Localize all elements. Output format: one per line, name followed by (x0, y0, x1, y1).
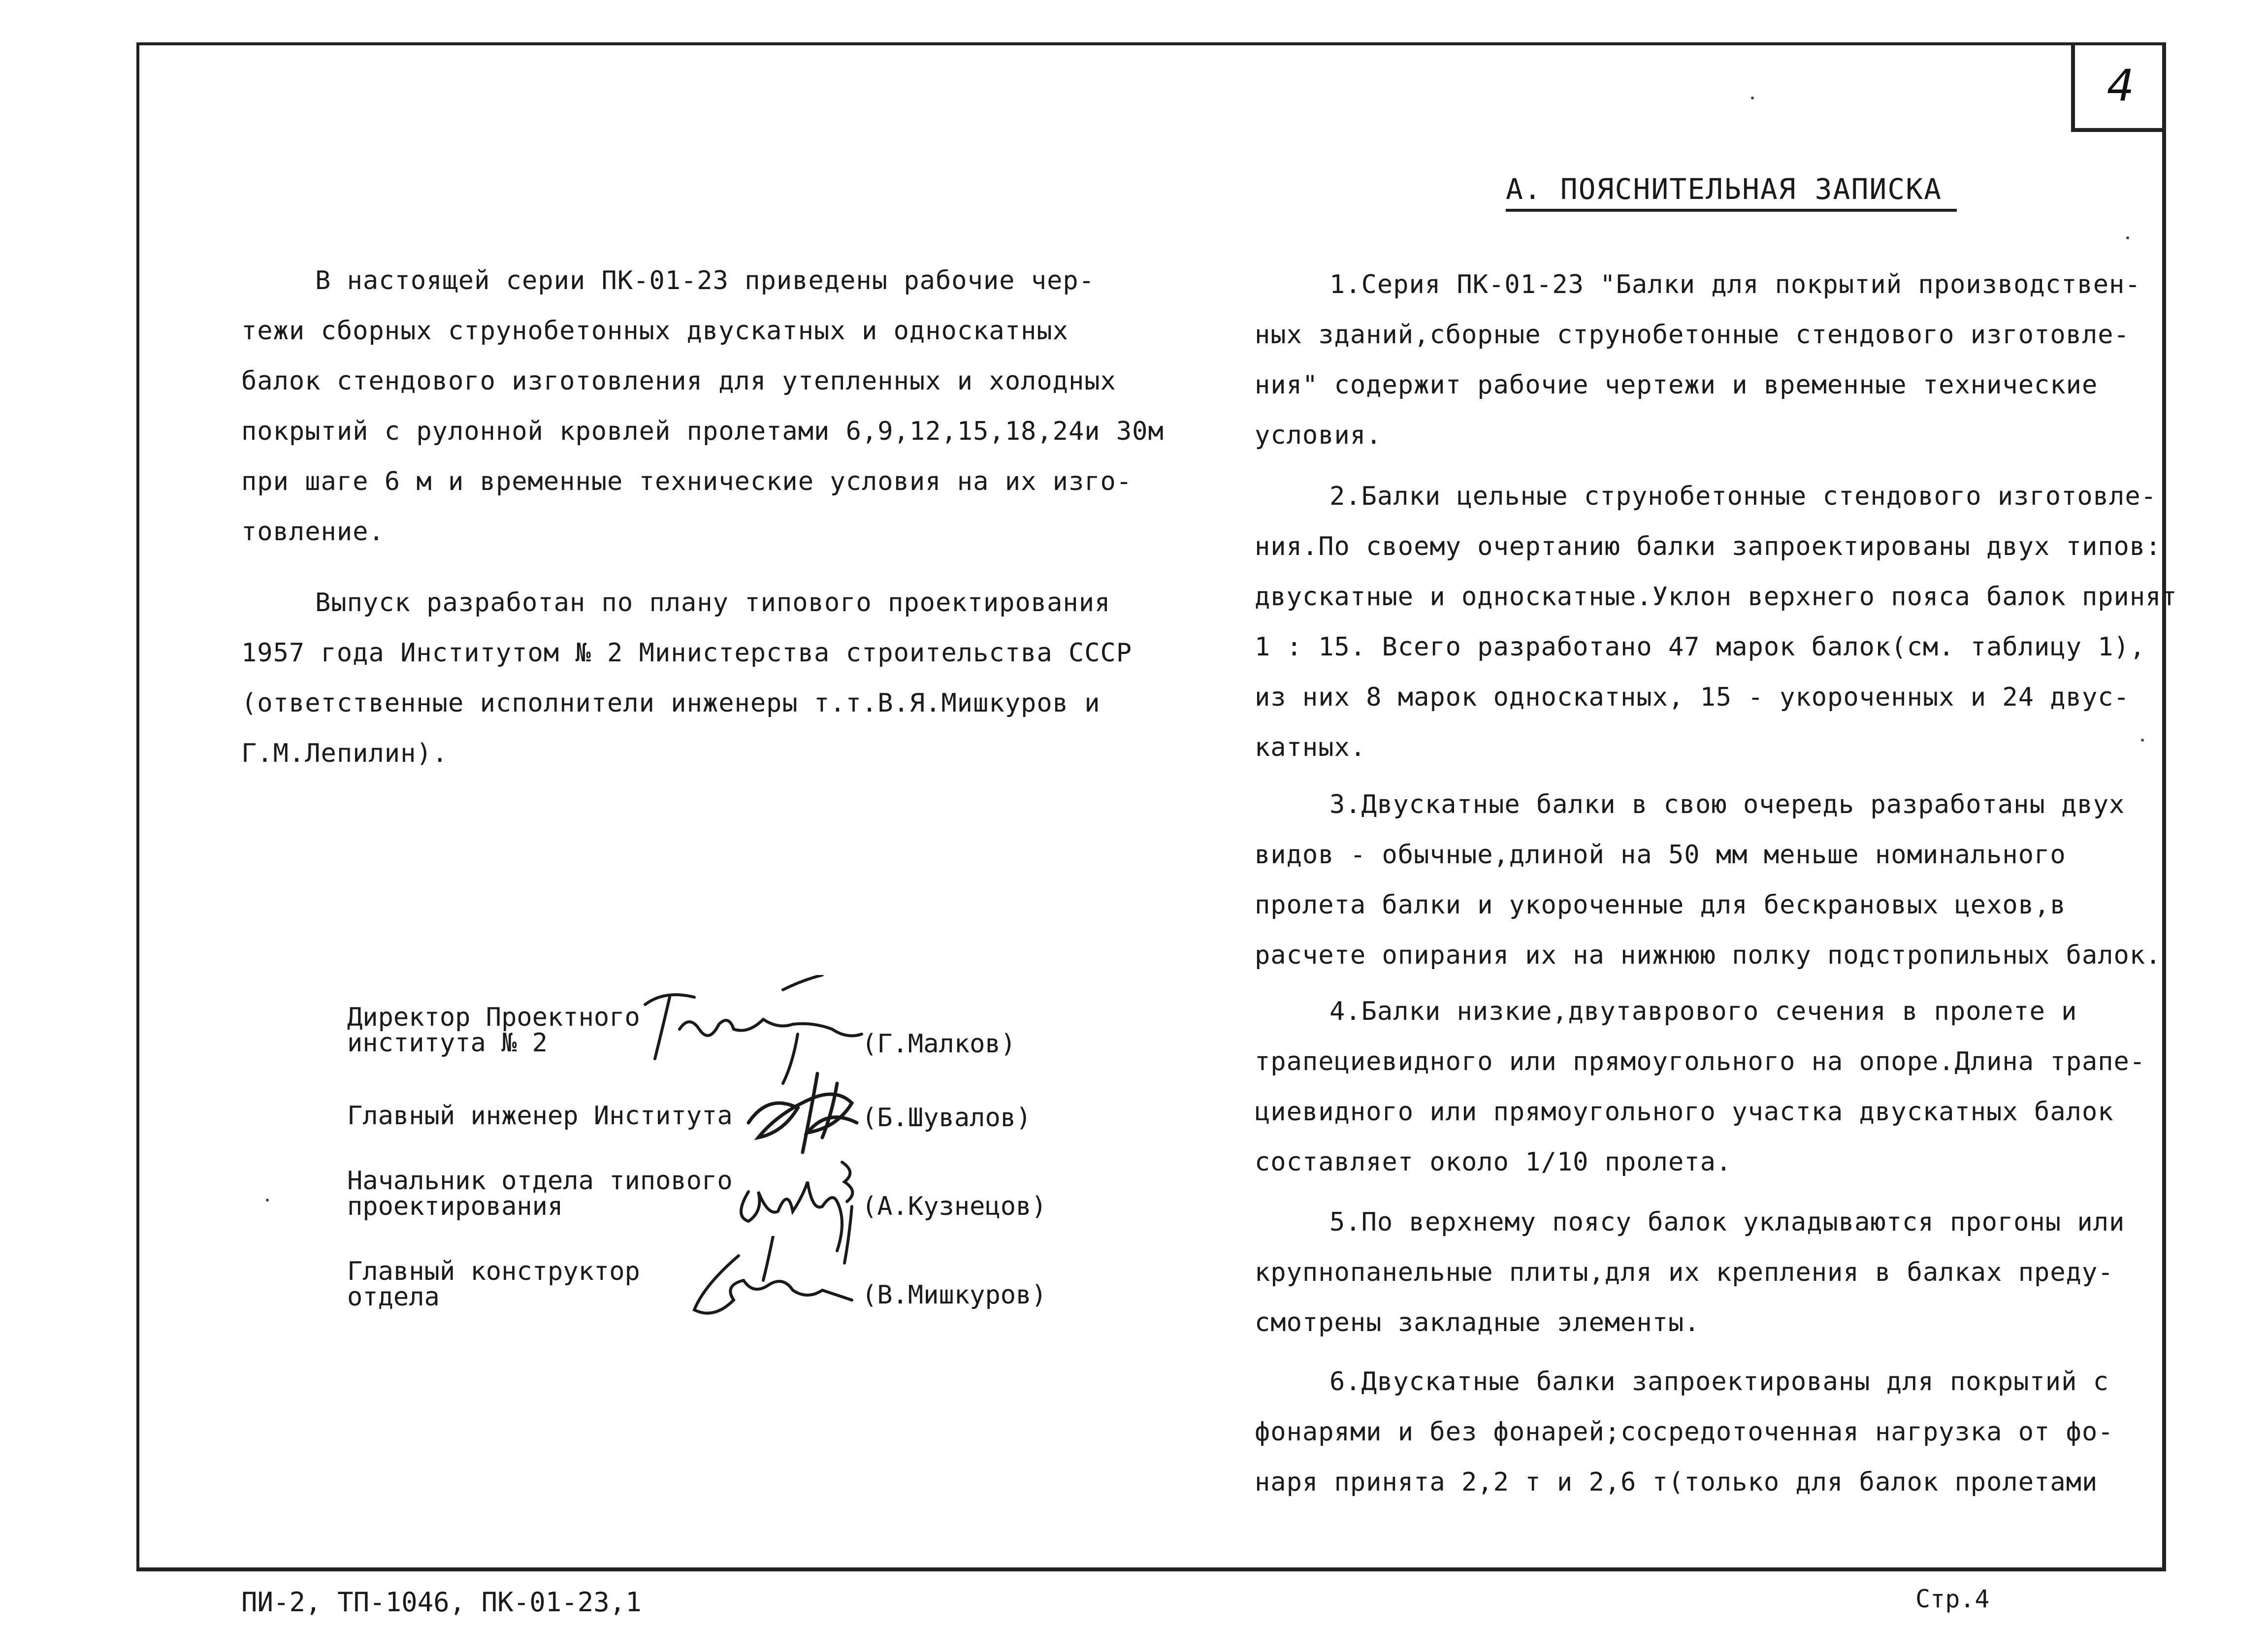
text-line: расчете опирания их на нижнюю полку подстропильных балок. (1255, 941, 2162, 970)
text-line: двускатные и односкатные.Уклон верхнего пояса балок принят (1255, 582, 2177, 612)
text-line: 1.Серия ПК-01-23 "Балки для покрытий производствен- (1329, 270, 2141, 299)
signatory-title: проектирования (347, 1192, 563, 1221)
text-line: В настоящей серии ПК-01-23 приведены рабочие чер- (315, 266, 1095, 295)
text-line: наря принята 2,2 т и 2,6 т(только для балок пролетами (1255, 1467, 2098, 1497)
text-line: Г.М.Лепилин). (241, 739, 448, 768)
signatory-name: (В.Мишкуров) (862, 1280, 1047, 1310)
text-line: из них 8 марок односкатных, 15 - укороченных и 24 двус- (1255, 683, 2130, 712)
text-line: покрытий с рулонной кровлей пролетами 6,9,12,15,18,24и 30м (241, 417, 1164, 446)
text-line: 5.По верхнему поясу балок укладываются прогоны или (1329, 1207, 2125, 1237)
text-line: 6.Двускатные балки запроектированы для покрытий с (1329, 1367, 2109, 1397)
text-line: фонарями и без фонарей;сосредоточенная нагрузка от фо- (1255, 1417, 2114, 1447)
text-line: ния" содержит рабочие чертежи и временные технические (1255, 370, 2098, 400)
text-line: 1 : 15. Всего разработано 47 марок балок(см. таблицу 1), (1255, 632, 2146, 662)
text-line: катных. (1255, 733, 1366, 762)
signatory-title: отдела (347, 1282, 440, 1312)
text-line: Выпуск разработан по плану типового проектирования (315, 588, 1111, 618)
text-line: 4.Балки низкие,двутаврового сечения в пролете и (1329, 997, 2077, 1026)
text-line: (ответственные исполнители инженеры т.т.В.Я.Мишкуров и (241, 688, 1101, 718)
signatory-title: Главный конструктор (347, 1257, 640, 1286)
text-line: пролета балки и укороченные для бескрановых цехов,в (1255, 890, 2066, 920)
signatory-name: (Г.Малков) (862, 1029, 1016, 1059)
text-line: 3.Двускатные балки в свою очередь разработаны двух (1329, 790, 2125, 819)
signatory-title: Начальник отдела типового (347, 1166, 733, 1196)
signatory-name: (Б.Шувалов) (862, 1103, 1032, 1133)
text-line: балок стендового изготовления для утепленных и холодных (241, 366, 1116, 396)
signature-shuvalov (739, 1064, 876, 1157)
signatory-title: Директор Проектного (347, 1003, 640, 1032)
scan-speck (1751, 97, 1754, 99)
text-line: трапециевидного или прямоугольного на опоре.Длина трапе- (1255, 1047, 2146, 1076)
text-line: при шаге 6 м и временные технические условия на их изго- (241, 467, 1133, 496)
text-line: тежи сборных струнобетонных двускатных и односкатных (241, 316, 1069, 346)
signature-mishkurov (675, 1236, 862, 1325)
text-line: ных зданий,сборные струнобетонные стендового изготовле- (1255, 320, 2130, 350)
text-line: 2.Балки цельные струнобетонные стендового изготовле- (1329, 482, 2157, 511)
document-code: ПИ-2, ТП-1046, ПК-01-23,1 (241, 1587, 642, 1618)
signatory-title: Главный инженер Института (347, 1101, 733, 1131)
text-line: крупнопанельные плиты,для их крепления в балках преду- (1255, 1258, 2114, 1287)
text-line: составляет около 1/10 пролета. (1255, 1147, 1732, 1177)
text-line: товление. (241, 517, 385, 547)
text-line: видов - обычные,длиной на 50 мм меньше номинального (1255, 840, 2066, 870)
scan-speck (266, 1199, 269, 1202)
text-line: условия. (1255, 421, 1382, 450)
text-line: смотрены закладные элементы. (1255, 1308, 1700, 1337)
signatory-name: (А.Кузнецов) (862, 1192, 1047, 1221)
page-label: Стр.4 (1915, 1585, 1990, 1613)
text-line: 1957 года Институтом № 2 Министерства строительства СССР (241, 638, 1133, 668)
page-number-box: 4 (2071, 42, 2166, 132)
text-line: ния.По своему очертанию балки запроектированы двух типов: (1255, 532, 2162, 561)
scan-speck (2126, 236, 2129, 239)
section-title: А. ПОЯСНИТЕЛЬНАЯ ЗАПИСКА (1506, 172, 1957, 212)
scan-speck (2141, 739, 2144, 742)
text-line: циевидного или прямоугольного участка двускатных балок (1255, 1097, 2114, 1127)
signatory-title: института № 2 (347, 1028, 548, 1058)
